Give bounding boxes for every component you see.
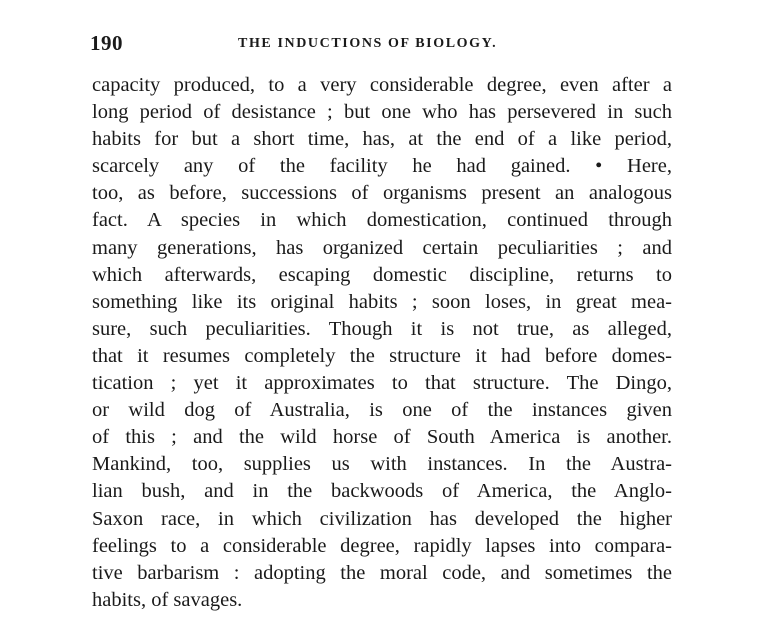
text-line: long period of desistance ; but one who has persevered in such: [92, 101, 672, 124]
running-head: [90, 31, 670, 57]
text-line: fact. A species in which domestication, continued through: [92, 209, 672, 232]
text-line: Saxon race, in which civilization has developed the higher: [92, 507, 672, 530]
body-paragraph: [92, 72, 672, 614]
text-line: many generations, has organized certain peculiarities ; and: [92, 236, 672, 259]
text-line: sure, such peculiarities. Though it is not true, as alleged,: [92, 317, 672, 340]
text-line: that it resumes completely the structure it had before domes-: [92, 344, 672, 367]
text-line: capacity produced, to a very considerable degree, even after a: [92, 74, 672, 96]
text-line: lian bush, and in the backwoods of America, the Anglo-: [92, 480, 672, 503]
text-line: habits, of savages.: [92, 588, 243, 611]
text-line: too, as before, successions of organisms present an analogous: [92, 182, 672, 205]
text-line: scarcely any of the facility he had gained. • Here,: [92, 155, 672, 178]
text-line: of this ; and the wild horse of South America is another.: [92, 426, 672, 449]
text-line: or wild dog of Australia, is one of the instances given: [92, 399, 672, 422]
text-line: Mankind, too, supplies us with instances. In the Austra-: [92, 453, 672, 476]
text-line: habits for but a short time, has, at the end of a like period,: [92, 128, 672, 151]
text-line: tication ; yet it approximates to that structure. The Dingo,: [92, 372, 672, 395]
text-line: something like its original habits ; soon loses, in great mea-: [92, 290, 672, 313]
text-line: feelings to a considerable degree, rapidly lapses into compara-: [92, 534, 672, 557]
text-line: which afterwards, escaping domestic discipline, returns to: [92, 263, 672, 286]
page-number: 190: [90, 31, 123, 55]
running-title: THE INDUCTIONS OF BIOLOGY.: [238, 36, 498, 51]
text-line: tive barbarism : adopting the moral code, and sometimes the: [92, 561, 672, 584]
